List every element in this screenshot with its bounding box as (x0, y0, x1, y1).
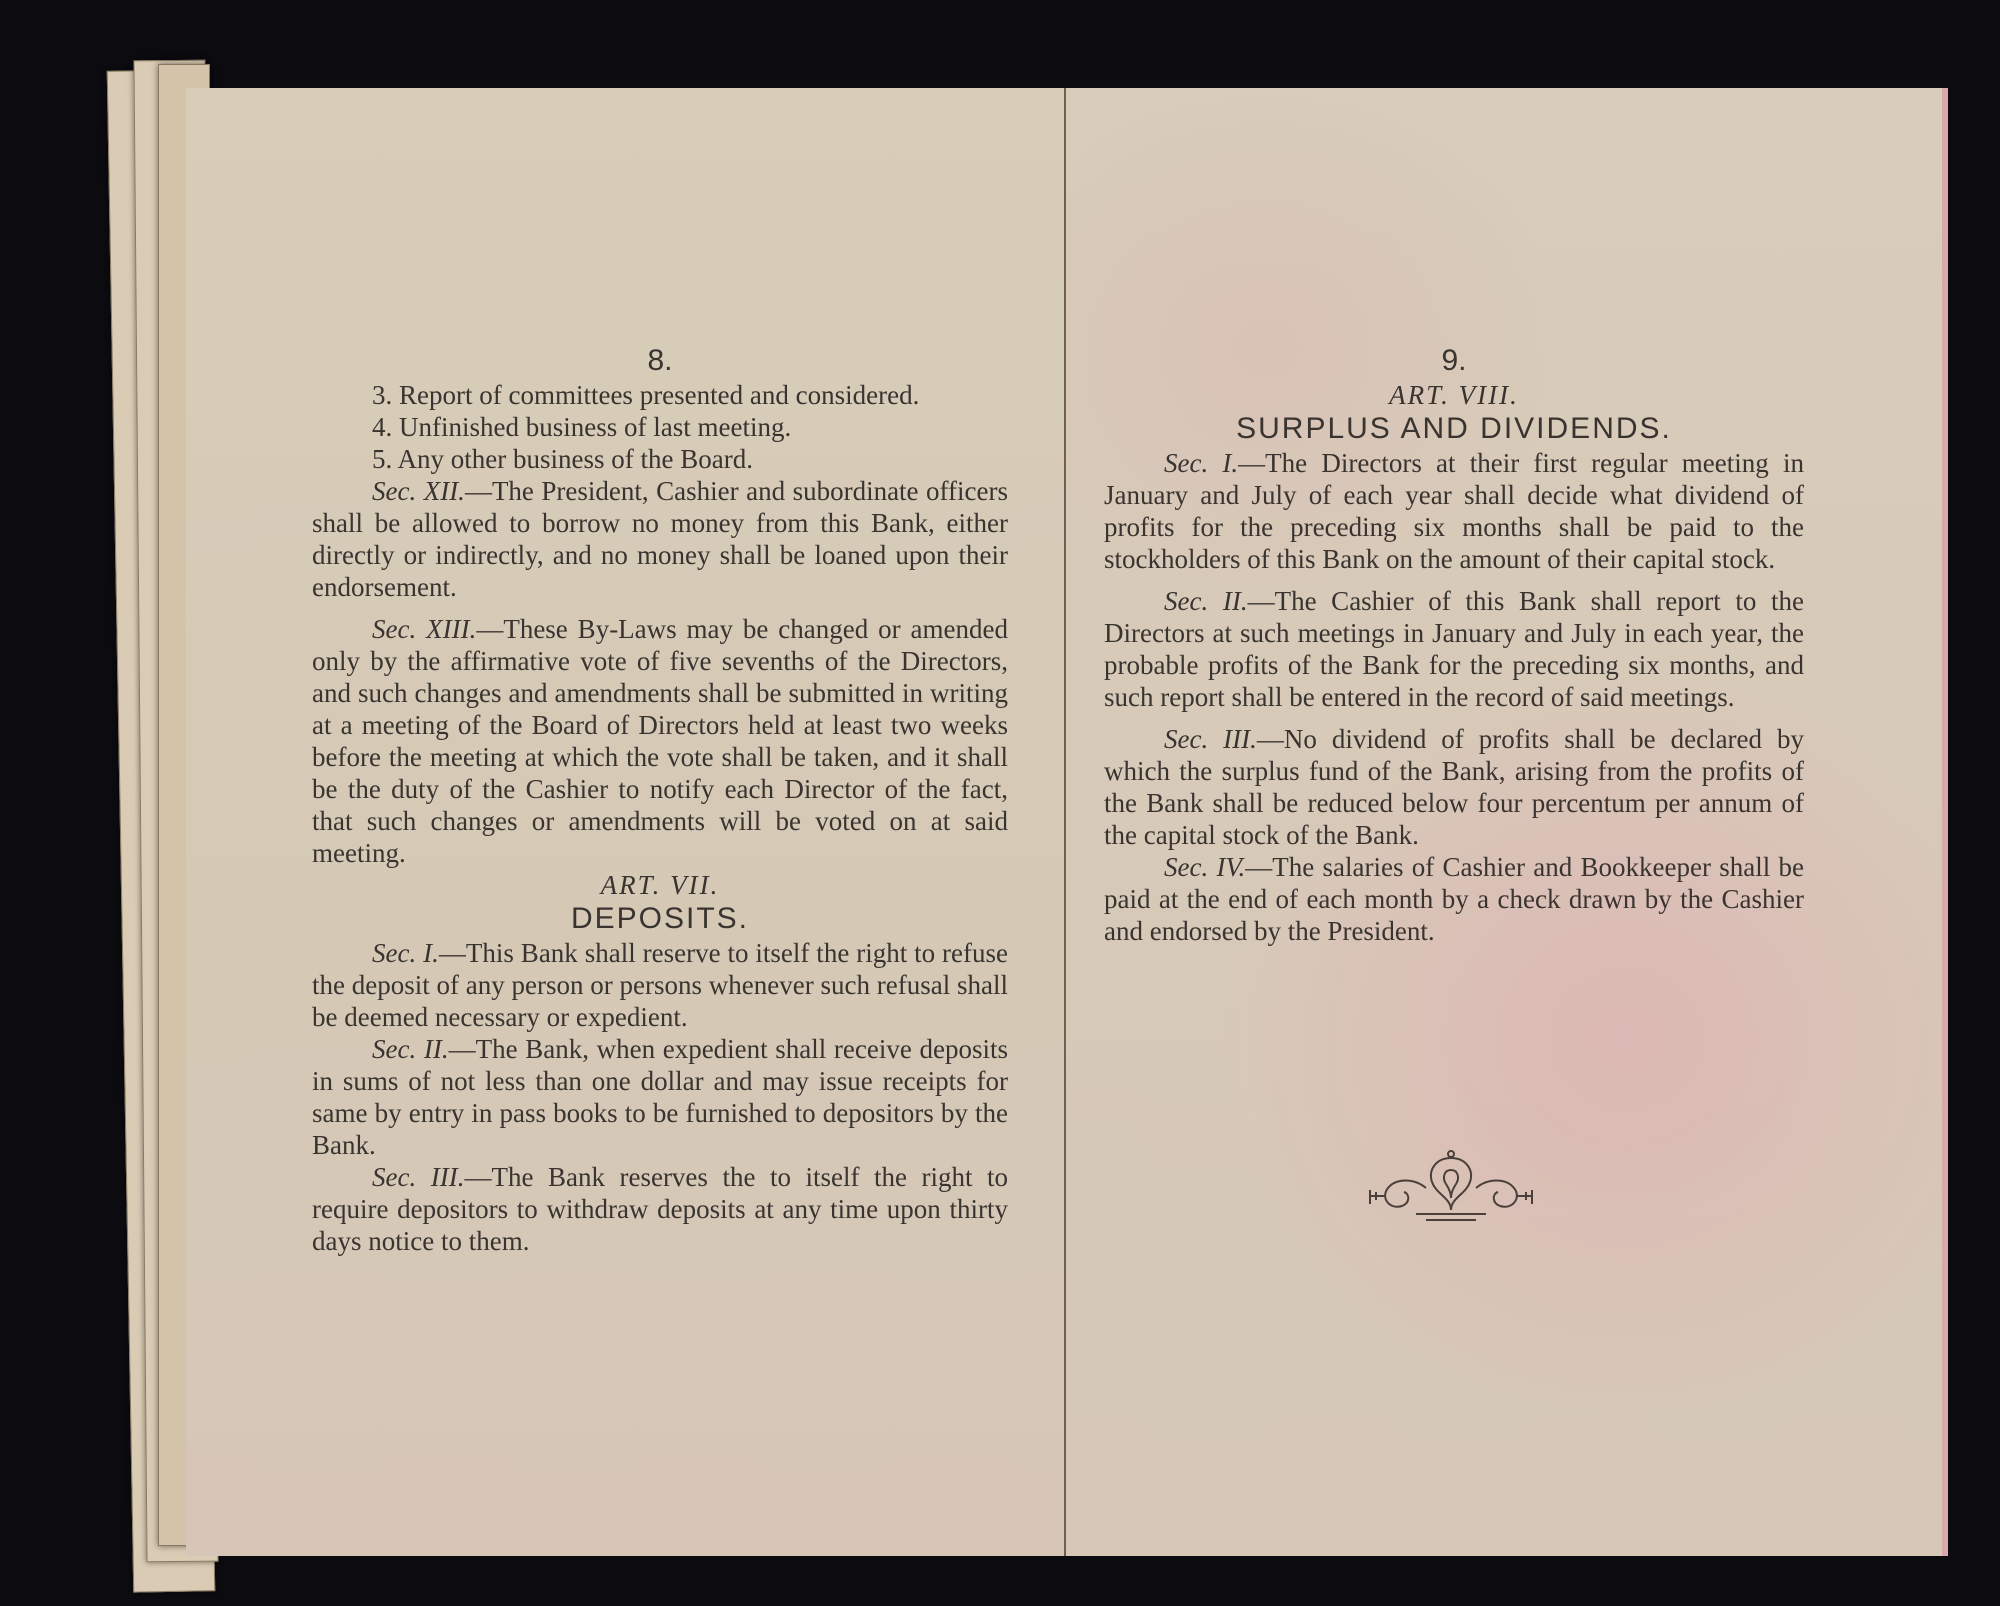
section-paragraph (312, 1161, 1008, 1257)
section-xii (312, 475, 1008, 603)
section-text: —The Cashier of this Bank shall report to the Directors at such meetings in January and July in each year, the probable profits of the Bank for the preceding six months, and such report shall be entered in the record of said meetings. (1104, 586, 1804, 712)
section-paragraph (1104, 447, 1804, 575)
section-text: —The Directors at their first regular meeting in January and July of each year shall decide what dividend of profits for the preceding six months shall be paid to the stockholders of this Bank on the amount of their capital stock. (1104, 448, 1804, 574)
section-label: Sec. II. (1164, 586, 1248, 616)
section-paragraph (312, 937, 1008, 1033)
section-label: Sec. I. (1164, 448, 1239, 478)
section-text: —This Bank shall reserve to itself the right to refuse the deposit of any person or persons whenever such refusal shall be deemed necessary or expedient. (312, 938, 1009, 1032)
section-paragraph (312, 1033, 1008, 1161)
left-page (186, 88, 1066, 1556)
section-text: —No dividend of profits shall be declared by which the surplus fund of the Bank, arising from the profits of the Bank shall be reduced below four percentum per annum of the capital stock of the Bank. (1104, 724, 1804, 850)
section-label: Sec. IV. (1164, 852, 1246, 882)
section-label: Sec. II. (372, 1034, 449, 1064)
section-label: Sec. III. (372, 1162, 465, 1192)
section-xiii (312, 613, 1008, 869)
list-item: 3. Report of committees presented and considered. (372, 380, 920, 410)
article-title: DEPOSITS. (570, 902, 750, 935)
list-item: 5. Any other business of the Board. (372, 444, 753, 474)
page-number-right: 9. (1441, 344, 1467, 377)
section-text: —The Bank reserves the to itself the right to require depositors to withdraw deposits at any time upon thirty days notice to them. (312, 1162, 1008, 1256)
section-text: —The Bank, when expedient shall receive deposits in sums of not less than one dollar and may issue receipts for same by entry in pass books to be furnished to depositors by the Bank. (312, 1034, 1008, 1160)
right-page-text (1104, 343, 1804, 947)
left-page-text (312, 343, 1008, 1257)
article-heading: ART. VII. (600, 870, 720, 900)
article-title: SURPLUS AND DIVIDENDS. (1236, 412, 1672, 445)
section-label: Sec. XII. (372, 476, 465, 506)
article-heading: ART. VIII. (1389, 380, 1519, 410)
section-label: Sec. XIII. (372, 614, 477, 644)
section-text: —The President, Cashier and subordinate officers shall be allowed to borrow no money from this Bank, either directly or indirectly, and no money shall be loaned upon their endorsement. (312, 476, 1008, 602)
page-number-left: 8. (647, 344, 673, 377)
ornament-icon (1366, 1148, 1536, 1228)
section-paragraph (1104, 723, 1804, 851)
section-label: Sec. I. (372, 938, 439, 968)
list-item: 4. Unfinished business of last meeting. (372, 412, 792, 442)
section-label: Sec. III. (1164, 724, 1257, 754)
section-paragraph (1104, 585, 1804, 713)
right-page (1066, 88, 1948, 1556)
section-paragraph (1104, 851, 1804, 947)
section-text: —These By-Laws may be changed or amended only by the affirmative vote of five sevenths of the Directors, and such changes and amendments shall be submitted in writing at a meeting of the Board of Directors held at least two weeks before the meeting at which the vote shall be taken, and it shall be the duty of the Cashier to notify each Director of the fact, that such changes or amendments will be voted on at said meeting. (312, 614, 1008, 868)
section-text: —The salaries of Cashier and Bookkeeper shall be paid at the end of each month by a check drawn by the Cashier and endorsed by the President. (1104, 852, 1804, 946)
